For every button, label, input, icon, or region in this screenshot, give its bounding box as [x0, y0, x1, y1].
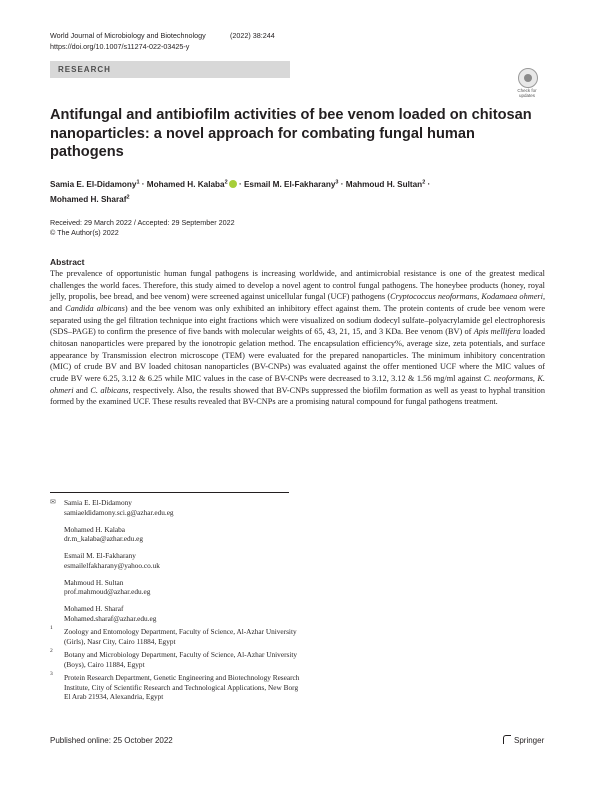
section-label: RESEARCH: [58, 64, 111, 74]
doi-link[interactable]: https://doi.org/10.1007/s11274-022-03425-y: [50, 42, 190, 51]
received-accepted: Received: 29 March 2022 / Accepted: 29 September 2022: [50, 218, 235, 227]
abstract-text: The prevalence of opportunistic human fungal pathogens is increasing worldwide, and antimicrobial resistance is one of the greatest medical challenges the world faces. Therefore, this study aimed to develop a novel agent to control fungal pathogens. The honeybee products (honey, royal jelly, propolis, bee bread, and bee venom) were screened against unicellular fungal (UCF) pathogens (Cryptococcus neoformans, Kodamaea ohmeri, and Candida albicans) and the bee venom was only exhibited an inhibitory effect against them. The protein contents of crude bee venom were separated using the gel filtration technique into eight fractions which were visualized on sodium dodecyl sulfate–polyacrylamide gel electrophoresis (SDS–PAGE) to confirm the presence of five bands with molecular weights of 65, 43, 21, 15, and 3 KDa. Bee venom (BV) of Apis mellifera loaded chitosan nanoparticles were prepared by the ionotropic gelation method. The encapsulation efficiency%, average size, zeta potentials, and surface appearance by Transmission electron microscope (TEM) were evaluated for the prepared nanoparticles. The minimum inhibitory concentration (MIC) of crude BV and BV loaded chitosan nanoparticles (BV-CNPs) was evaluated against the offer mentioned UCF where the MIC values of crude BV were 6.25, 3.12 & 6.25 while MIC values in the case of BV-CNPs were decreased to 3.12, 3.12 & 1.56 mg/ml against C. neoformans, K. ohmeri and C. albicans, respectively. Also, the results showed that BV-CNPs suppressed the biofilm formation as well as yeast to hyphal transition formed by the examined UCF. These results revealed that BV-CNPs are a promising natural compound for fungal pathogens treatment.: [50, 269, 546, 407]
footnote-divider: [50, 492, 289, 493]
running-header: [50, 30, 275, 52]
author-3[interactable]: Esmail M. El-Fakharany$^3$: [243, 179, 339, 189]
author-list: Samia E. El-Didamony$^1$ · Mohamed H. Kalaba$^2$ · Esmail M. El-Fakharany$^3$ · Mahmoud H. Sultan$^2$ · Mohamed H. Sharaf$^2$: [50, 179, 431, 204]
copyright: © The Author(s) 2022: [50, 228, 119, 237]
article-title: Antifungal and antibiofilm activities of bee venom loaded on chitosan nanoparticles: a novel approach for combating fungal human pathogens: [50, 107, 532, 160]
contact-item: Samia E. El-Didamony samiaeldidamony.sci.g@azhar.edu.eg: [64, 498, 174, 517]
email-link[interactable]: Mohamed.sharaf@azhar.edu.eg: [64, 613, 157, 623]
affiliation-item: 2 Botany and Microbiology Department, Faculty of Science, Al-Azhar University (Boys), Cairo 11884, Egypt: [50, 648, 298, 669]
orcid-icon[interactable]: [229, 180, 237, 188]
email-link[interactable]: prof.mahmoud@azhar.edu.eg: [64, 587, 151, 596]
check-for-updates-badge[interactable]: [512, 68, 542, 100]
email-link[interactable]: samiaeldidamony.sci.g@azhar.edu.eg: [64, 507, 174, 517]
volume-info: (2022) 38:244: [230, 31, 275, 40]
journal-name: World Journal of Microbiology and Biotechnology: [50, 31, 206, 40]
affiliation-item: 1 Zoology and Entomology Department, Faculty of Science, Al-Azhar University (Girls), Nasr City, Cairo 11884, Egypt: [50, 625, 297, 646]
author-2[interactable]: Mohamed H. Kalaba$^2$: [146, 179, 228, 189]
author-4[interactable]: Mahmoud H. Sultan$^2$: [345, 179, 426, 189]
contact-list: [64, 498, 174, 631]
author-5[interactable]: Mohamed H. Sharaf$^2$: [50, 194, 130, 204]
contact-item: Mohamed H. Kalaba dr.m_kalaba@azhar.edu.eg: [64, 525, 174, 544]
email-link[interactable]: dr.m_kalaba@azhar.edu.eg: [64, 534, 144, 543]
article-dates: [50, 218, 235, 238]
email-link[interactable]: esmailelfakharany@yahoo.co.uk: [64, 560, 160, 570]
published-online: Published online: 25 October 2022: [50, 736, 173, 745]
author-1[interactable]: Samia E. El-Didamony$^1$: [50, 179, 140, 189]
contact-item: Esmail M. El-Fakharany esmailelfakharany@yahoo.co.uk: [64, 551, 174, 570]
check-updates-line1: Check for: [517, 88, 537, 93]
affiliation-list: [50, 627, 304, 706]
springer-logo: Springer: [503, 735, 544, 745]
contact-item: Mohamed H. Sharaf Mohamed.sharaf@azhar.edu.eg: [64, 604, 174, 623]
contact-item: Mahmoud H. Sultan prof.mahmoud@azhar.edu.eg: [64, 578, 174, 597]
affiliation-item: 3 Protein Research Department, Genetic Engineering and Biotechnology Research Institute, City of Scientific Research and Technological Applications, New Borg El Arab 21934, Alexandria, Egypt: [50, 671, 300, 701]
abstract-heading: Abstract: [50, 257, 85, 267]
check-updates-icon: [518, 68, 538, 88]
check-updates-line2: updates: [518, 93, 535, 98]
springer-horse-icon: [503, 735, 511, 744]
envelope-icon: ✉: [50, 499, 56, 506]
section-band: [50, 61, 290, 78]
